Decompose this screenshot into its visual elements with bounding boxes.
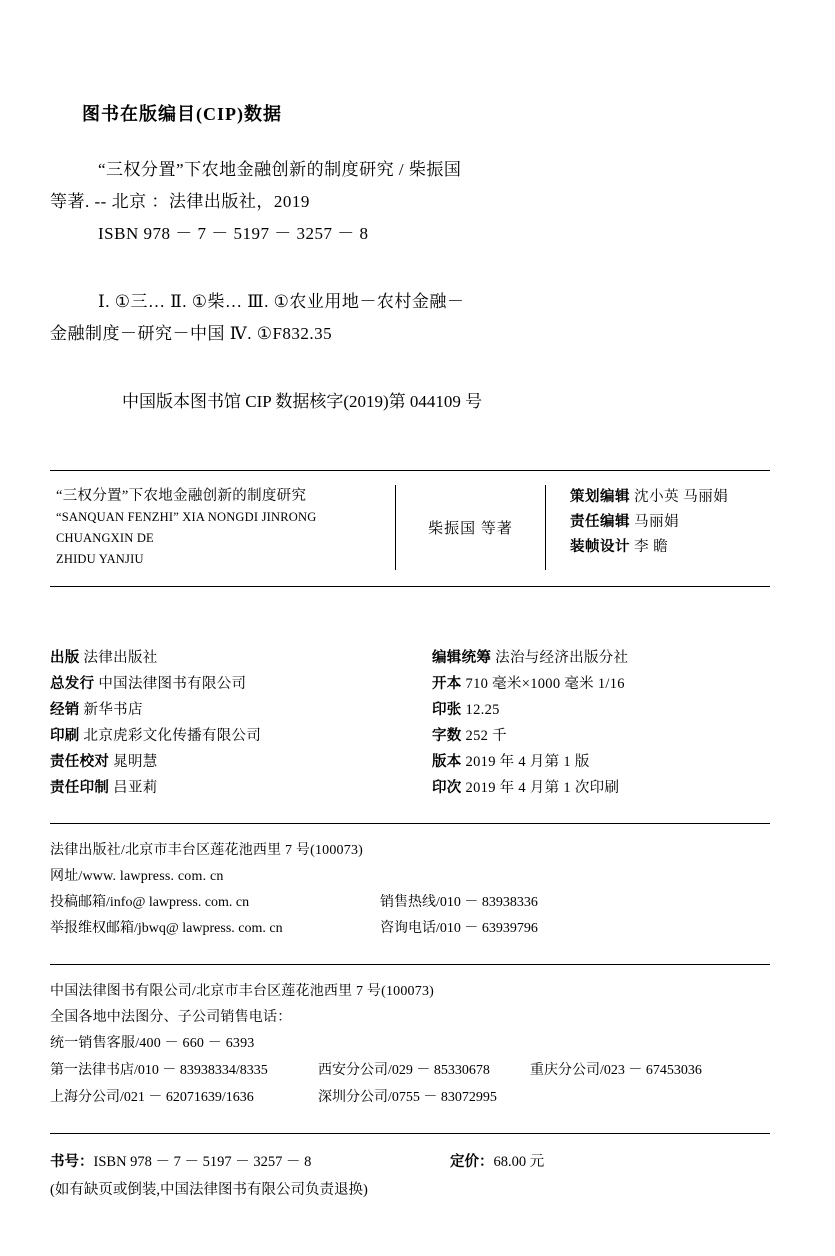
imprint-label: 开本 [432, 676, 462, 692]
imprint-value: 晁明慧 [113, 754, 158, 770]
book-title-chinese: “三权分置”下农地金融创新的制度研究 [56, 488, 307, 504]
imprint-label: 印张 [432, 702, 462, 718]
imprint-right-column [410, 645, 770, 801]
return-note: (如有缺页或倒装,中国法律图书有限公司负责退换) [50, 1182, 368, 1198]
imprint-value: 吕亚莉 [113, 780, 158, 796]
imprint-value: 新华书店 [83, 702, 143, 718]
cip-spacer-2 [50, 360, 770, 386]
credit-row [570, 510, 770, 535]
imprint-row [50, 697, 410, 723]
credit-label: 策划编辑 [570, 489, 630, 505]
distribution-subtitle: 全国各地中法图分、子公司销售电话： [50, 1010, 292, 1025]
report-email[interactable]: 举报维权邮箱/jbwq@ lawpress. com. cn [50, 921, 283, 936]
isbn-value: ISBN 978 － 7 － 5197 － 3257 － 8 [93, 1154, 312, 1170]
price-value: 68.00 元 [493, 1154, 545, 1170]
branch-cell: 上海分公司/021 － 62071639/1636 [50, 1090, 254, 1105]
imprint-value: 710 毫米×1000 毫米 1/16 [465, 676, 625, 692]
imprint-left-column [50, 645, 410, 801]
credit-row [570, 535, 770, 560]
isbn-field [50, 1148, 450, 1176]
cip-class-line-2: 金融制度－研究－中国 Ⅳ. ①F832.35 [50, 324, 333, 343]
branch-cell: 重庆分公司/023 － 67453036 [530, 1063, 702, 1078]
branch-cell: 西安分公司/029 － 85330678 [318, 1063, 490, 1078]
imprint-label: 印次 [432, 780, 462, 796]
contact-block [50, 824, 770, 956]
imprint-value: 法律出版社 [83, 650, 158, 666]
contact-row-2 [50, 916, 770, 942]
imprint-value: 法治与经济出版分社 [495, 650, 629, 666]
price-label: 定价： [450, 1154, 494, 1170]
credit-value: 马丽娟 [634, 514, 680, 530]
imprint-row [50, 723, 410, 749]
imprint-row [50, 645, 410, 671]
imprint-row [50, 775, 410, 801]
branch-cell: 第一法律书店/010 － 83938334/8335 [50, 1063, 268, 1078]
branch-cell: 深圳分公司/0755 － 83072995 [318, 1090, 497, 1105]
imprint-row [432, 671, 770, 697]
publisher-address: 法律出版社/北京市丰台区莲花池西里 7 号(100073) [50, 843, 364, 858]
credit-row [570, 485, 770, 510]
band-credits-column [545, 485, 770, 570]
imprint-label: 责任校对 [50, 754, 110, 770]
imprint-value: 2019 年 4 月第 1 版 [465, 754, 590, 770]
imprint-label: 编辑统筹 [432, 650, 492, 666]
cip-heading: 图书在版编目(CIP)数据 [82, 104, 282, 124]
book-title-pinyin-line-2: ZHIDU YANJIU [56, 552, 144, 566]
imprint-value: 中国法律图书有限公司 [98, 676, 247, 692]
branch-row [50, 1057, 770, 1084]
imprint-label: 印刷 [50, 728, 80, 744]
isbn-price-row [50, 1148, 770, 1176]
cip-number-line: 中国版本图书馆 CIP 数据核字(2019)第 044109 号 [122, 392, 483, 411]
imprint-label: 版本 [432, 754, 462, 770]
imprint-value: 252 千 [465, 728, 507, 744]
isbn-label: 书号： [50, 1154, 94, 1170]
imprint-row [432, 697, 770, 723]
cip-publisher-line: 等著. -- 北京 ：法律出版社，2019 [50, 192, 310, 211]
credit-label: 装帧设计 [570, 539, 630, 555]
cip-classification [50, 286, 770, 350]
distribution-company: 中国法律图书有限公司/北京市丰台区莲花池西里 7 号(100073) [50, 984, 435, 999]
imprint-value: 北京虎彩文化传播有限公司 [83, 728, 262, 744]
footer-block [50, 1134, 770, 1218]
imprint-label: 经销 [50, 702, 80, 718]
book-author: 柴振国 等著 [428, 521, 513, 537]
title-band [50, 470, 770, 587]
unified-sales-service: 统一销售客服/400 － 660 － 6393 [50, 1036, 255, 1051]
imprint-label: 责任印制 [50, 780, 110, 796]
imprint-row [432, 645, 770, 671]
cip-class-line-1: Ⅰ. ①三… Ⅱ. ①柴… Ⅲ. ①农业用地－农村金融－ [98, 292, 465, 311]
submission-email[interactable]: 投稿邮箱/info@ lawpress. com. cn [50, 895, 250, 910]
branch-row [50, 1084, 770, 1111]
sales-hotline: 销售热线/010 － 83938336 [380, 895, 538, 910]
imprint-label: 字数 [432, 728, 462, 744]
imprint-value: 12.25 [465, 702, 500, 718]
credit-label: 责任编辑 [570, 514, 630, 530]
publisher-website[interactable]: 网址/www. lawpress. com. cn [50, 869, 224, 884]
imprint-label: 总发行 [50, 676, 95, 692]
cip-record [50, 154, 770, 250]
imprint-row [432, 775, 770, 801]
imprint-value: 2019 年 4 月第 1 次印刷 [465, 780, 620, 796]
imprint-row [50, 749, 410, 775]
band-title-column [50, 485, 395, 570]
band-author-column [395, 485, 545, 570]
page-content [50, 100, 770, 1218]
credit-value: 李 瞻 [634, 539, 669, 555]
distribution-block [50, 965, 770, 1125]
book-title-pinyin-line-1: “SANQUAN FENZHI” XIA NONGDI JINRONG CHUANGXIN DE [56, 510, 317, 545]
cip-spacer [50, 260, 770, 286]
price-field [450, 1148, 544, 1176]
imprint-row [432, 749, 770, 775]
imprint-details [50, 645, 770, 815]
imprint-row [432, 723, 770, 749]
credit-value: 沈小英 马丽娟 [634, 489, 729, 505]
consult-phone: 咨询电话/010 － 63939796 [380, 921, 538, 936]
imprint-row [50, 671, 410, 697]
cip-title-line: “三权分置”下农地金融创新的制度研究 / 柴振国 [98, 160, 462, 179]
cip-isbn-line: ISBN 978 － 7 － 5197 － 3257 － 8 [98, 224, 369, 243]
contact-row-1 [50, 890, 770, 916]
imprint-label: 出版 [50, 650, 80, 666]
